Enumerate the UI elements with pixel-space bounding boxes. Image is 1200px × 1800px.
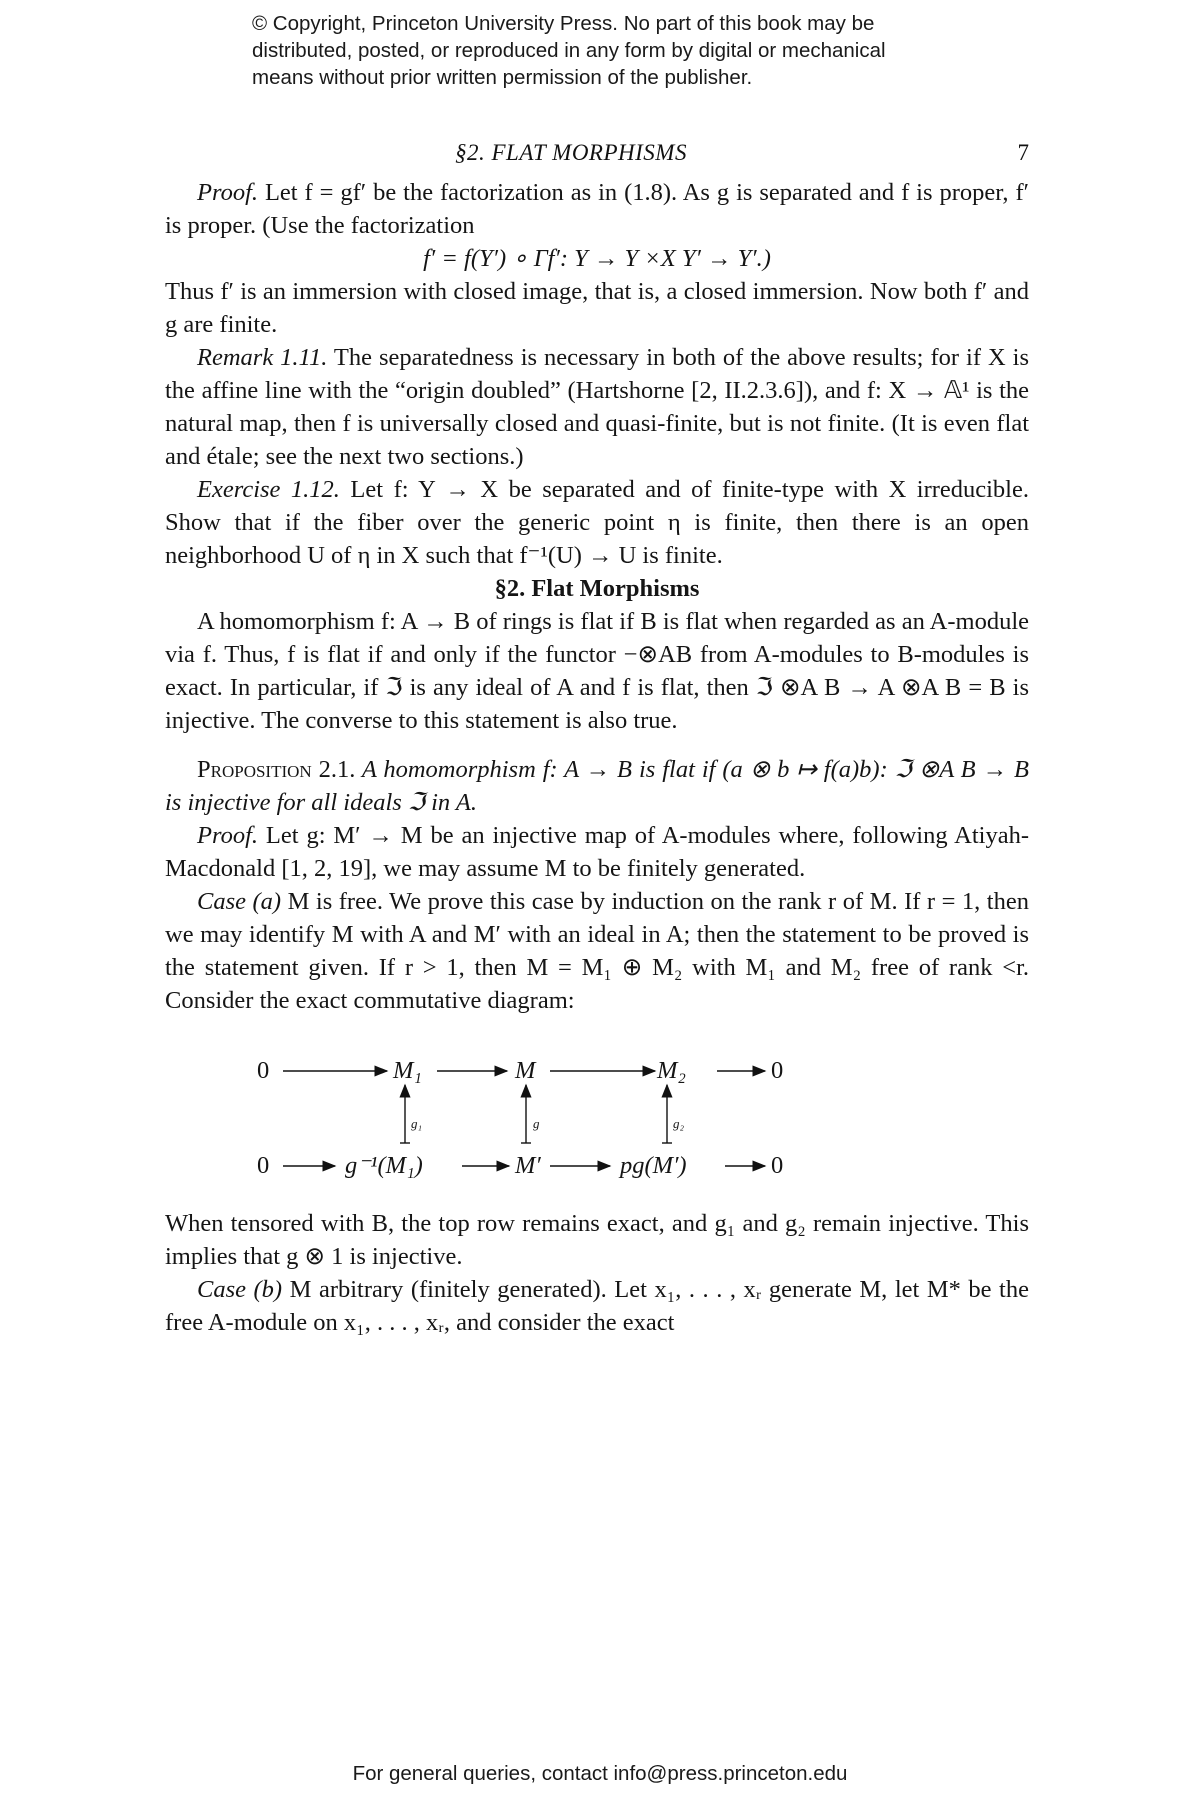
paragraph: When tensored with B, the top row remains exact, and g₁ and g₂ remain injective. This implies that g ⊗ 1 is injective.	[165, 1210, 1029, 1270]
diagram-arrows	[165, 1029, 1029, 1199]
proof-label: Proof.	[197, 179, 259, 206]
copyright-line: © Copyright, Princeton University Press. No part of this book may be	[252, 12, 875, 35]
page-body	[165, 176, 1029, 1339]
diagram-node: 0	[257, 1152, 270, 1179]
diagram-node: M₂	[657, 1057, 686, 1084]
copyright-line: means without prior written permission of the publisher.	[252, 66, 753, 89]
proof-text: Let f = gf′ be the factorization as in (1.8). As g is separated and f is proper, f′ is proper. (Use the factorization	[165, 179, 1029, 239]
diagram-node: 0	[257, 1057, 270, 1084]
paragraph: A homomorphism f: A → B of rings is flat if B is flat when regarded as an A-module via f. Thus, f is flat if and only if the functor −⊗AB from A-modules to B-modules is exact. In particular, if ℑ is any ideal of A and f is flat, then ℑ ⊗A B → A ⊗A B = B is injective. The converse to this statement is also true.	[165, 608, 1029, 734]
copyright-notice	[252, 10, 1052, 91]
spacer	[165, 737, 1029, 753]
proposition-paragraph	[165, 753, 1029, 819]
proof-text: Let g: M′ → M be an injective map of A-modules where, following Atiyah-Macdonald [1, 2, 19], we may assume M to be finitely generated.	[165, 822, 1029, 882]
remark-paragraph	[165, 341, 1029, 473]
case-label: Case (a)	[197, 888, 282, 915]
proof-paragraph	[165, 176, 1029, 242]
exercise-paragraph	[165, 473, 1029, 572]
case-paragraph	[165, 885, 1029, 1017]
diagram-node: pg(M′)	[620, 1152, 687, 1179]
running-head	[165, 140, 1029, 174]
commutative-diagram	[165, 1029, 1029, 1199]
case-text: M is free. We prove this case by induction on the rank r of M. If r = 1, then we may identify M with A and M′ with an ideal in A; then the statement to be proved is the statement given. If r > 1, then M = M₁ ⊕ M₂ with M₁ and M₂ free of rank <r. Consider the exact commutative diagram:	[165, 888, 1029, 1014]
diagram-node: M′	[515, 1152, 541, 1179]
section-heading: §2. Flat Morphisms	[494, 575, 700, 602]
remark-text: The separatedness is necessary in both of the above results; for if X is the affine line with the “origin doubled” (Hartshorne [2, II.2.3.6]), and f: X → 𝔸¹ is the natural map, then f is universally closed and quasi-finite, but is not finite. (It is even flat and étale; see the next two sections.)	[165, 344, 1029, 470]
diagram-node: M₁	[393, 1057, 422, 1084]
display-equation: f′ = f(Y′) ∘ Γf′: Y → Y ×X Y′ → Y′.)	[423, 245, 771, 272]
footer-contact: For general queries, contact info@press.princeton.edu	[352, 1762, 848, 1785]
diagram-node: 0	[771, 1057, 784, 1084]
exercise-text: Let f: Y → X be separated and of finite-type with X irreducible. Show that if the fiber over the generic point η is finite, then there is an open neighborhood U of η in X such that f⁻¹(U) → U is finite.	[165, 476, 1029, 569]
exercise-label: Exercise 1.12.	[197, 476, 340, 503]
map-label: g	[533, 1116, 540, 1131]
map-label: g₁	[411, 1116, 423, 1131]
case-paragraph	[165, 1273, 1029, 1339]
diagram-node: M	[515, 1057, 536, 1084]
case-label: Case (b)	[197, 1276, 283, 1303]
map-label: g₂	[673, 1116, 685, 1131]
copyright-line: distributed, posted, or reproduced in any form by digital or mechanical	[252, 39, 886, 62]
proposition-text: A homomorphism f: A → B is flat if (a ⊗ b ↦ f(a)b): ℑ ⊗A B → B is injective for all ideals ℑ in A.	[165, 756, 1029, 816]
page-number: 7	[1017, 140, 1029, 165]
paragraph: Thus f′ is an immersion with closed image, that is, a closed immersion. Now both f′ and g are finite.	[165, 278, 1029, 338]
diagram-node: 0	[771, 1152, 784, 1179]
running-title: §2. FLAT MORPHISMS	[455, 140, 687, 165]
proof-label: Proof.	[197, 822, 259, 849]
case-text: M arbitrary (finitely generated). Let x₁, . . . , xᵣ generate M, let M* be the free A-module on x₁, . . . , xᵣ, and consider the exact	[165, 1276, 1029, 1336]
remark-label: Remark 1.11.	[197, 344, 328, 371]
proof-paragraph	[165, 819, 1029, 885]
proposition-label: Proposition 2.1.	[197, 756, 356, 783]
diagram-node: g⁻¹(M₁)	[345, 1152, 423, 1179]
